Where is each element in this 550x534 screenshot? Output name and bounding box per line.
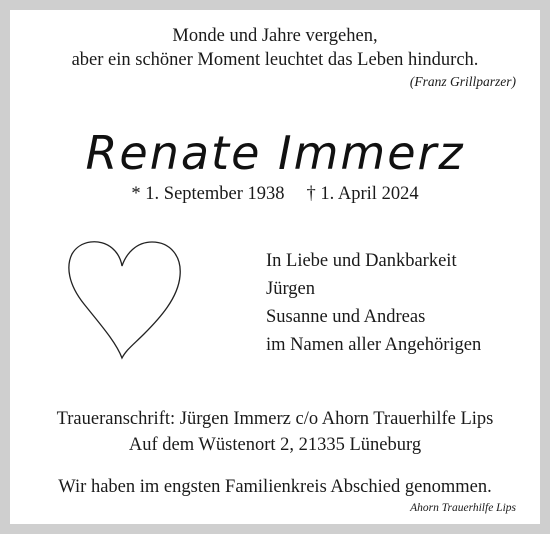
mourner-name: Jürgen: [266, 279, 315, 299]
quote-author: (Franz Grillparzer): [409, 74, 516, 89]
heart-outline-icon: [64, 238, 184, 364]
quote: [10, 24, 540, 72]
quote-line-2: aber ein schöner Moment leuchtet das Leben hindurch.: [71, 50, 479, 70]
mourning-address: [10, 406, 540, 458]
death-date: † 1. April 2024: [306, 184, 419, 204]
mourners-list: [266, 247, 481, 359]
mourners-line: im Namen aller Angehörigen: [266, 335, 482, 355]
life-dates: [10, 184, 540, 205]
deceased-name: Renate Immerz: [85, 126, 465, 180]
quote-line-1: Monde und Jahre vergehen,: [172, 26, 378, 46]
mourner-name: Susanne und Andreas: [266, 307, 426, 327]
mourners-line: In Liebe und Dankbarkeit: [266, 251, 457, 271]
birth-date: * 1. September 1938: [131, 184, 285, 204]
address-line-2: Auf dem Wüstenort 2, 21335 Lüneburg: [128, 435, 422, 455]
funeral-home-signature: Ahorn Trauerhilfe Lips: [410, 502, 516, 514]
address-line-1: Traueranschrift: Jürgen Immerz c/o Ahorn Trauerhilfe Lips: [56, 409, 494, 429]
farewell-statement: Wir haben im engsten Familienkreis Abschied genommen.: [58, 477, 492, 497]
